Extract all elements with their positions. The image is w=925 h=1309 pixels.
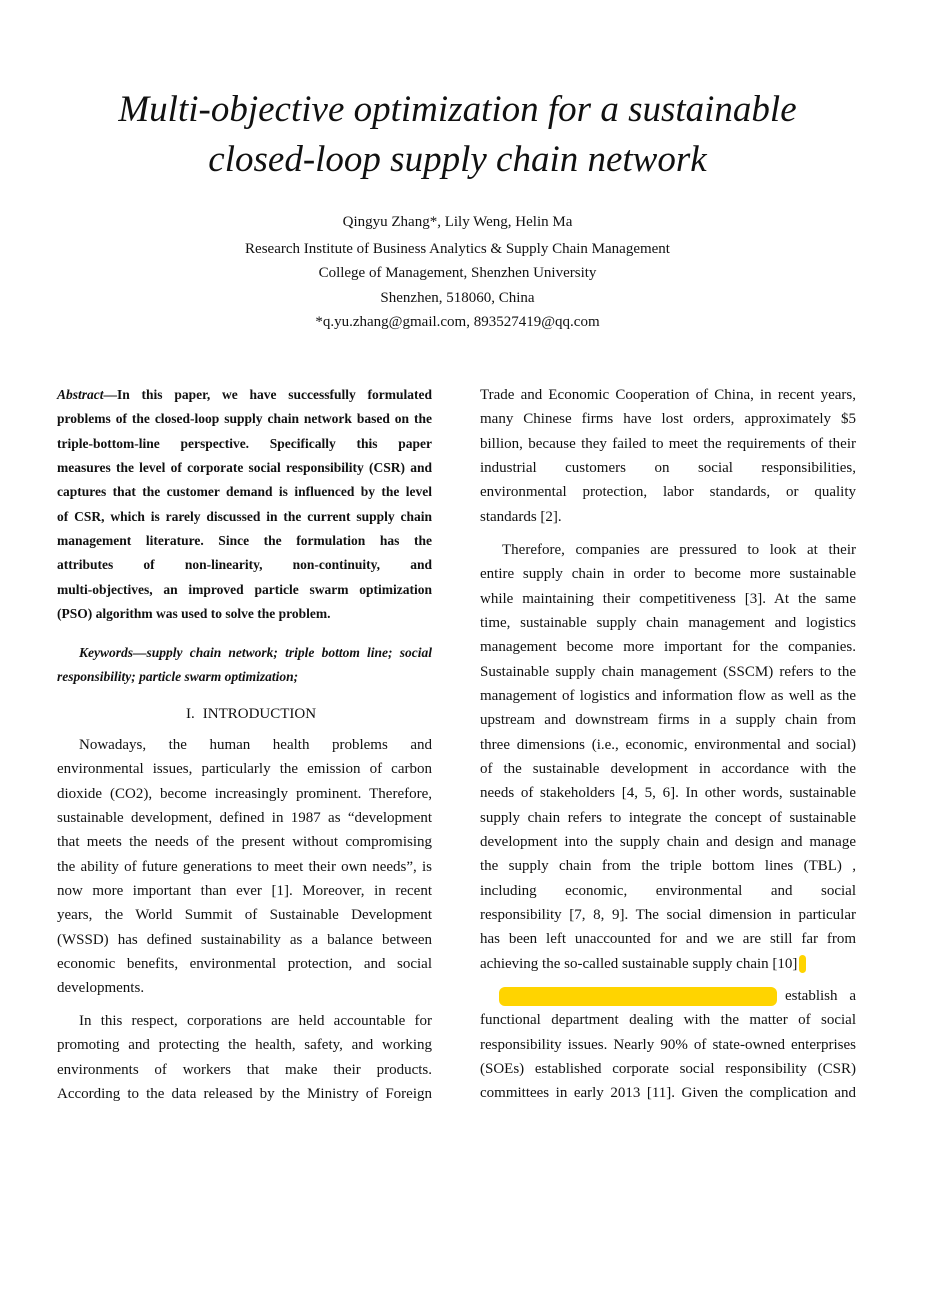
text-line: many Chinese firms have lost orders, approximately $5 bbox=[480, 411, 856, 428]
text-line: entire supply chain in order to become more sustainable bbox=[480, 566, 856, 583]
text-line: the supply chain from the triple bottom lines (TBL) , bbox=[480, 858, 856, 875]
text-line: environmental protection, labor standards, or quality bbox=[480, 484, 856, 501]
text-line: economic benefits, environmental protection, and social bbox=[57, 955, 432, 972]
author-affiliation bbox=[0, 237, 915, 334]
text-line: According to the data released by the Ministry of Foreign bbox=[57, 1085, 432, 1102]
keywords bbox=[57, 641, 432, 690]
text-line: including economic, environmental and social bbox=[480, 882, 856, 899]
text-line: problems of the closed-loop supply chain network based on the bbox=[57, 411, 432, 427]
author-names: Qingyu Zhang*, Lily Weng, Helin Ma bbox=[342, 214, 573, 230]
text-line: sustainable development, defined in 1987 as “development bbox=[57, 809, 432, 826]
text-line: of the sustainable development in accordance with the bbox=[480, 760, 856, 777]
text-line: developments. bbox=[57, 980, 145, 997]
intro-paragraph-4 bbox=[480, 984, 856, 1106]
text-line: management become more important for the companies. bbox=[480, 639, 856, 656]
text-line: Sustainable supply chain management (SSCM) refers to the bbox=[480, 663, 856, 680]
paper-title bbox=[0, 85, 915, 185]
affiliation-line: Research Institute of Business Analytics & Supply Chain Management bbox=[245, 241, 670, 257]
text-line bbox=[57, 383, 432, 407]
text-line: management literature. Since the formulation has the bbox=[57, 532, 432, 548]
text-line: measures the level of corporate social responsibility (CSR) and bbox=[57, 459, 432, 475]
text-line: Nowadays, the human health problems and bbox=[79, 737, 432, 753]
text-line bbox=[480, 952, 856, 976]
text-line: environments of workers that make their products. bbox=[57, 1061, 432, 1078]
text-line: (PSO) algorithm was used to solve the problem. bbox=[57, 605, 331, 621]
intro-paragraph-1 bbox=[57, 733, 432, 1001]
text-line: supply chain refers to integrate the concept of sustainable bbox=[480, 809, 856, 826]
text-line: the ability of future generations to meet their own needs”, is bbox=[57, 858, 432, 875]
intro-paragraph-3 bbox=[480, 538, 856, 976]
text-line: responsibility issues. Nearly 90% of state-owned enterprises bbox=[480, 1036, 856, 1053]
text-line: billion, because they failed to meet the requirements of their bbox=[480, 435, 856, 452]
text-line: of CSR, which is rarely discussed in the current supply chain bbox=[57, 508, 432, 524]
affiliation-line: College of Management, Shenzhen University bbox=[318, 265, 597, 282]
text-line: In this respect, corporations are held accountable for bbox=[79, 1013, 432, 1029]
highlight-bar bbox=[499, 987, 777, 1006]
text-line: has been left unaccounted for and we are still far from bbox=[480, 931, 856, 948]
abstract bbox=[57, 383, 432, 626]
intro-paragraph-2-continued bbox=[480, 383, 856, 529]
text-line: multi-objectives, an improved particle swarm optimization bbox=[57, 581, 432, 597]
text-line: committees in early 2013 [11]. Given the complication and bbox=[480, 1085, 856, 1102]
text-line: attributes of non-linearity, non-continuity, and bbox=[57, 557, 432, 573]
text-line: time, sustainable supply chain management and logistics bbox=[480, 614, 856, 631]
intro-paragraph-2 bbox=[57, 1009, 432, 1106]
text-line: while maintaining their competitiveness [3]. At the same bbox=[480, 590, 856, 607]
text-line: Trade and Economic Cooperation of China, in recent years, bbox=[480, 387, 856, 403]
affiliation-line: Shenzhen, 518060, China bbox=[380, 289, 535, 306]
text-line: Keywords—supply chain network; triple bottom line; social bbox=[79, 645, 432, 660]
section-number: I. bbox=[186, 706, 195, 722]
text-line: standards [2]. bbox=[480, 508, 562, 525]
text-line bbox=[480, 984, 856, 1008]
section-heading bbox=[186, 702, 316, 726]
text-line: now more important than ever [1]. Moreover, in recent bbox=[57, 882, 432, 899]
text-line: management of logistics and information flow as well as the bbox=[480, 687, 856, 704]
text-line: promoting and protecting the health, safety, and working bbox=[57, 1037, 432, 1054]
text-line: functional department dealing with the matter of social bbox=[480, 1012, 856, 1029]
text-line-content: establish a bbox=[785, 988, 856, 1004]
text-line: captures that the customer demand is influenced by the level bbox=[57, 484, 432, 500]
text-line: (SOEs) established corporate social responsibility (CSR) bbox=[480, 1060, 856, 1077]
text-line: triple-bottom-line perspective. Specifically this paper bbox=[57, 435, 432, 451]
paper-title-line: closed-loop supply chain network bbox=[208, 139, 707, 180]
text-line: responsibility [7, 8, 9]. The social dimension in particular bbox=[480, 906, 856, 923]
text-line: development into the supply chain and design and manage bbox=[480, 833, 856, 850]
section-title: INTRODUCTION bbox=[202, 706, 317, 722]
text-line: that meets the needs of the present without compromising bbox=[57, 834, 432, 851]
text-line: responsibility; particle swarm optimization; bbox=[57, 669, 299, 685]
text-line-content: achieving the so-called sustainable supply chain [10] bbox=[480, 955, 798, 972]
text-line: (WSSD) has defined sustainability as a balance between bbox=[57, 931, 432, 948]
text-line: environmental issues, particularly the emission of carbon bbox=[57, 761, 432, 778]
paper-title-line: Multi-objective optimization for a sustainable bbox=[118, 89, 797, 130]
abstract-text: —In this paper, we have successfully formulated bbox=[103, 387, 432, 402]
text-line: needs of stakeholders [4, 5, 6]. In other words, sustainable bbox=[480, 785, 856, 802]
text-line: years, the World Summit of Sustainable Development bbox=[57, 907, 432, 924]
author-email: *q.yu.zhang@gmail.com, 893527419@qq.com bbox=[315, 313, 600, 330]
text-line: three dimensions (i.e., economic, environmental and social) bbox=[480, 736, 856, 753]
text-line: dioxide (CO2), become increasingly prominent. Therefore, bbox=[57, 785, 432, 802]
text-line: industrial customers on social responsibilities, bbox=[480, 459, 856, 476]
abstract-label: Abstract bbox=[57, 387, 104, 402]
highlight-mark bbox=[799, 955, 806, 973]
text-line: upstream and downstream firms in a supply chain from bbox=[480, 712, 856, 729]
text-line: Therefore, companies are pressured to look at their bbox=[502, 542, 856, 558]
